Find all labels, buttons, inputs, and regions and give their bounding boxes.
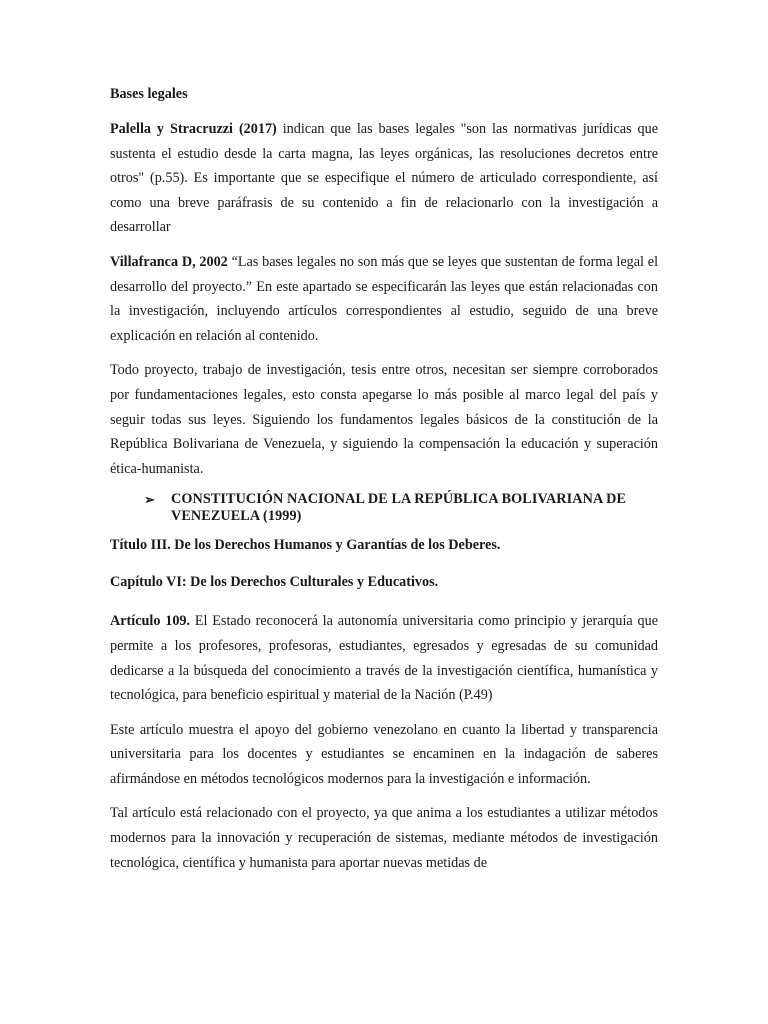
arrow-bullet-icon: ➢ [144,492,155,508]
paragraph-todo-proyecto: Todo proyecto, trabajo de investigación, tesis entre otros, necesitan ser siempre corroborados por fundamentaciones legales, esto consta apegarse lo más posible al marco legal del país y seguir todas sus leyes. Siguiendo los fundamentos legales básicos de la constitución de la República Bolivariana de Venezuela, y siguiendo la compensación la educación y superación ética-humanista. [110,362,658,477]
citation-author: Villafranca D, 2002 [110,253,228,270]
citation-author: Palella y Stracruzzi (2017) [110,121,277,137]
paragraph-article-109 [110,609,658,707]
constitution-heading [110,491,658,525]
constitution-title: CONSTITUCIÓN NACIONAL DE LA REPÚBLICA BOLIVARIANA DE VENEZUELA (1999) [171,491,627,525]
paragraph-article-explanation: Este artículo muestra el apoyo del gobierno venezolano en cuanto la libertad y transparencia universitaria para los docentes y estudiantes se encaminen en la indagación de saberes afirmándose en métodos tecnológicos modernos para la investigación e información. [110,721,658,787]
paragraph-palella [110,117,658,240]
section-heading: Bases legales [110,86,188,102]
paragraph-villafranca [110,250,658,348]
paragraph-text: indican que las bases legales "son las normativas jurídicas que sustenta el estudio desde la carta magna, las leyes orgánicas, las resoluciones decretos entre otros" (p.55). Es importante que se especifique el número de articulado correspondiente, así como una breve paráfrasis de su contenido a fin de relacionarlo con la investigación a desarrollar [110,121,658,236]
paragraph-text: “Las bases legales no son más que se leyes que sustentan de forma legal el desarrollo del proyecto.” En este apartado se especificarán las leyes que están relacionadas con la investigación, incluyendo artículos correspondientes al estudio, seguido de una breve explicación en relación al contenido. [110,253,659,344]
paragraph-article-relation: Tal artículo está relacionado con el proyecto, ya que anima a los estudiantes a utilizar métodos modernos para la innovación y recuperación de sistemas, mediante métodos de investigación tecnológica, científica y humanista para aportar nuevas metidas de [110,805,658,871]
chapter-heading: Capítulo VI: De los Derechos Culturales y Educativos. [110,574,439,591]
title-heading: Título III. De los Derechos Humanos y Garantías de los Deberes. [110,537,501,554]
article-text: El Estado reconocerá la autonomía universitaria como principio y jerarquía que permite a los profesores, profesoras, estudiantes, egresados y egresadas de su comunidad dedicarse a la búsqueda del conocimiento a través de la investigación científica, humanística y tecnológica, para beneficio espiritual y material de la Nación (P.49) [110,613,658,704]
article-number: Artículo 109. [110,613,191,630]
